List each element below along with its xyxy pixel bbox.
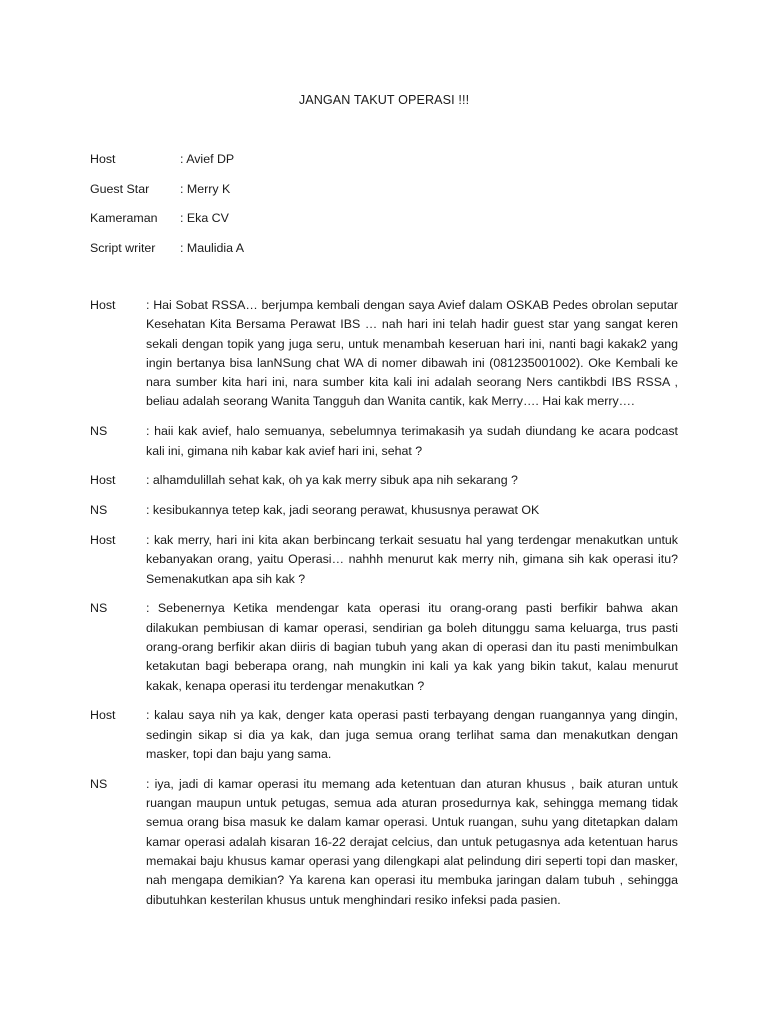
speech-text: : kak merry, hari ini kita akan berbincang terkait sesuatu hal yang terdengar menakutkan untuk kebanyakan orang, yaitu Operasi… nahhh menurut kak merry nih, gimana sih kak operasi itu? Semenakutkan apa sih kak ? xyxy=(146,532,678,586)
credit-role: Script writer xyxy=(90,240,156,255)
speaker-label: NS xyxy=(90,601,108,616)
dialogue-script xyxy=(90,296,678,920)
credit-value: : Avief DP xyxy=(180,152,235,166)
speech-text: : alhamdulillah sehat kak, oh ya kak merry sibuk apa nih sekarang ? xyxy=(146,473,518,488)
credit-role: Host xyxy=(90,152,116,166)
speech-text: : kalau saya nih ya kak, denger kata operasi pasti terbayang dengan ruangannya yang dingin, sedingin sikap si dia ya kak, dan juga semua orang terlihat sama dan menakutkan dengan masker, topi dan baju yang sama. xyxy=(146,708,678,761)
speech-text: : Hai Sobat RSSA… berjumpa kembali dengan saya Avief dalam OSKAB Pedes obrolan seputar Kesehatan Kita Bersama Perawat IBS … nah hari ini telah hadir guest star yang sangat keren sekali dengan topik yang juga seru, untuk menambah keseruan hari ini, nanti bagi kakak2 yang ingin bertanya bisa lanNSung chat WA di nomer dibawah ini (081235001002). Oke Kembali ke nara sumber kita hari ini, nara sumber kita kali ini adalah seorang Ners cantikbdi IBS RSSA , beliau adalah seorang Wanita Tangguh dan Wanita cantik, kak Merry…. Hai kak merry…. xyxy=(146,298,678,409)
credit-row-guest-star xyxy=(90,180,690,210)
speech-text: : iya, jadi di kamar operasi itu memang ada ketentuan dan aturan khusus , baik aturan untuk ruangan maupun untuk petugas, semua ada aturan prosedurnya kak, sehingga memang tidak semua orang bisa masuk ke dalam kamar operasi. Untuk ruangan, suhu yang ditetapkan dalam kamar operasi adalah kisaran 16-22 derajat celcius, dan untuk petugasnya ada ketentuan harus memakai baju khusus kamar operasi yang dilengkapi alat pelindung diri seperti topi dan masker, nah mengapa demikian? Ya karena kan operasi itu membuka jaringan dalam tubuh , sehingga dibutuhkan kesterilan khusus untuk menghindari resiko infeksi pada pasien. xyxy=(146,776,678,907)
credit-role: Kameraman xyxy=(90,211,158,225)
speaker-label: NS xyxy=(90,503,108,518)
credit-row-script-writer xyxy=(90,239,690,269)
dialogue-line xyxy=(90,706,678,764)
speaker-label: Host xyxy=(90,708,116,723)
speaker-label: Host xyxy=(90,473,116,488)
speech-text: : Sebenernya Ketika mendengar kata operasi itu orang-orang pasti berfikir bahwa akan dilakukan pembiusan di kamar operasi, sendirian ga boleh ditunggu sama keluarga, trus pasti orang-orang berfikir akan diiris di bagian tubuh yang akan di operasi dan itu pasti menimbulkan ketakutan bagi beberapa orang, nah mungkin ini kali ya kak yang bikin takut, kalau menurut kakak, kenapa operasi itu terdengar menakutkan ? xyxy=(146,601,678,693)
credits-list xyxy=(90,150,690,268)
credit-value: : Merry K xyxy=(180,181,231,196)
speaker-label: NS xyxy=(90,424,108,439)
dialogue-line xyxy=(90,531,678,589)
credit-row-host xyxy=(90,150,690,180)
speaker-label: Host xyxy=(90,532,116,547)
credit-value: : Eka CV xyxy=(180,211,229,225)
credit-role: Guest Star xyxy=(90,181,150,196)
credit-value: : Maulidia A xyxy=(180,240,245,255)
dialogue-line xyxy=(90,471,678,490)
dialogue-line xyxy=(90,296,678,412)
speech-text: : kesibukannya tetep kak, jadi seorang perawat, khususnya perawat OK xyxy=(146,503,540,518)
credit-row-kameraman xyxy=(90,209,690,239)
dialogue-line xyxy=(90,422,678,461)
speech-text: : haii kak avief, halo semuanya, sebelumnya terimakasih ya sudah diundang ke acara podcast kali ini, gimana nih kabar kak avief hari ini, sehat ? xyxy=(146,424,678,458)
dialogue-line xyxy=(90,599,678,695)
dialogue-line xyxy=(90,501,678,520)
document-title: JANGAN TAKUT OPERASI !!! xyxy=(298,93,470,107)
speaker-label: Host xyxy=(90,298,116,312)
dialogue-line xyxy=(90,775,678,910)
speaker-label: NS xyxy=(90,776,108,791)
